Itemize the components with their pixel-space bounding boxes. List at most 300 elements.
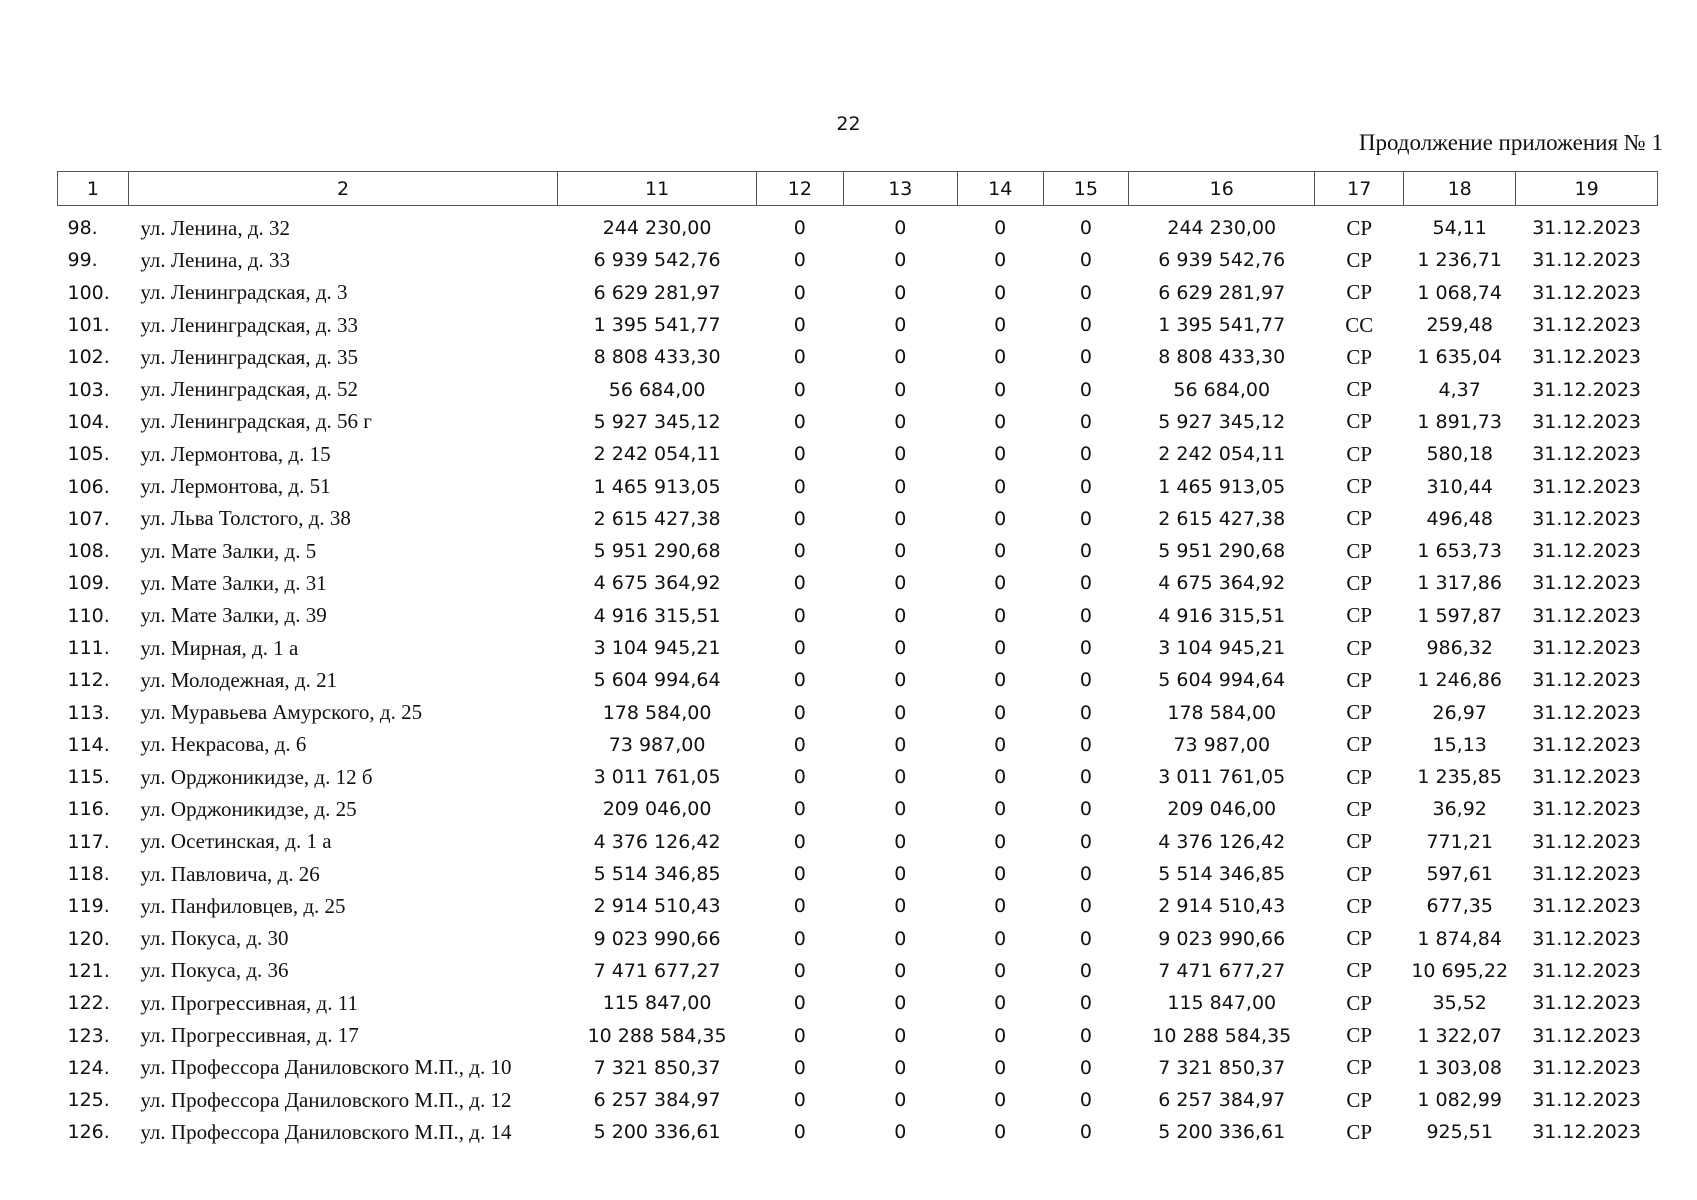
col-15-cell: 0: [1079, 314, 1092, 337]
col-13-cell: 0: [894, 701, 907, 724]
amount-16-cell: 56 684,00: [1173, 378, 1271, 401]
row-number-cell: 98.: [67, 217, 98, 240]
col-15-cell: 0: [1079, 830, 1092, 853]
col-12-cell: 0: [793, 1056, 806, 1079]
col-13-cell: 0: [894, 540, 907, 563]
amount-16-cell: 3 011 761,05: [1158, 766, 1286, 789]
address-cell: ул. Профессора Даниловского М.П., д. 14: [140, 1119, 512, 1144]
value-18-cell: 597,61: [1426, 863, 1493, 886]
address-cell: ул. Мате Залки, д. 5: [140, 538, 317, 563]
date-cell: 31.12.2023: [1532, 863, 1642, 886]
col-12-cell: 0: [793, 959, 806, 982]
date-cell: 31.12.2023: [1532, 507, 1642, 530]
col-15-cell: 0: [1079, 604, 1092, 627]
row-number-cell: 112.: [67, 669, 110, 692]
amount-16-cell: 73 987,00: [1173, 733, 1271, 756]
col-15-cell: 0: [1079, 475, 1092, 498]
row-number-cell: 99.: [67, 249, 98, 272]
col-13-cell: 0: [894, 637, 907, 659]
address-cell: ул. Прогрессивная, д. 17: [140, 1023, 359, 1048]
col-13-cell: 0: [894, 895, 907, 918]
address-cell: ул. Покуса, д. 36: [140, 958, 289, 983]
value-18-cell: 35,52: [1432, 992, 1487, 1015]
col-14-cell: 0: [994, 378, 1007, 401]
col-13-cell: 0: [894, 281, 907, 304]
table-row: [58, 309, 1658, 341]
column-header-12: 12: [756, 172, 843, 206]
amount-11-cell: 3 104 945,21: [593, 637, 721, 659]
amount-11-cell: 10 288 584,35: [587, 1024, 727, 1047]
address-cell: ул. Павловича, д. 26: [140, 861, 320, 886]
row-number-cell: 118.: [67, 863, 110, 886]
table-row: [58, 567, 1658, 599]
date-cell: 31.12.2023: [1532, 249, 1642, 272]
amount-16-cell: 3 104 945,21: [1158, 637, 1286, 659]
address-cell: ул. Ленина, д. 33: [140, 247, 291, 272]
row-number-cell: 120.: [67, 927, 110, 950]
col-13-cell: 0: [894, 572, 907, 595]
col-15-cell: 0: [1079, 927, 1092, 950]
table-row: [58, 1052, 1658, 1084]
value-18-cell: 10 695,22: [1411, 959, 1509, 982]
date-cell: 31.12.2023: [1532, 927, 1642, 950]
type-code-cell: СР: [1346, 215, 1373, 240]
col-13-cell: 0: [894, 1056, 907, 1079]
amount-11-cell: 6 939 542,76: [593, 249, 721, 272]
table-row: [58, 890, 1658, 922]
date-cell: 31.12.2023: [1532, 830, 1642, 853]
col-15-cell: 0: [1079, 1089, 1092, 1112]
row-number-cell: 124.: [67, 1056, 110, 1079]
row-number-cell: 110.: [67, 604, 110, 627]
col-13-cell: 0: [894, 863, 907, 886]
col-14-cell: 0: [994, 346, 1007, 369]
date-cell: 31.12.2023: [1532, 540, 1642, 563]
col-15-cell: 0: [1079, 1056, 1092, 1079]
table-row: [58, 438, 1658, 470]
value-18-cell: 1 635,04: [1417, 346, 1502, 369]
col-15-cell: 0: [1079, 669, 1092, 692]
type-code-cell: СР: [1346, 506, 1373, 531]
col-12-cell: 0: [793, 733, 806, 756]
table-row: [58, 826, 1658, 858]
amount-16-cell: 5 604 994,64: [1158, 669, 1286, 692]
amount-11-cell: 4 376 126,42: [593, 830, 721, 853]
amount-11-cell: 73 987,00: [608, 733, 706, 756]
amount-16-cell: 4 675 364,92: [1158, 572, 1286, 595]
type-code-cell: СР: [1346, 474, 1373, 499]
amount-16-cell: 2 615 427,38: [1158, 507, 1286, 530]
table-row: [58, 858, 1658, 890]
amount-16-cell: 1 465 913,05: [1158, 475, 1286, 498]
address-cell: ул. Мирная, д. 1 а: [140, 635, 299, 660]
col-13-cell: 0: [894, 378, 907, 401]
value-18-cell: 1 068,74: [1417, 281, 1502, 304]
address-cell: ул. Ленинградская, д. 33: [140, 312, 359, 337]
col-14-cell: 0: [994, 507, 1007, 530]
col-14-cell: 0: [994, 1024, 1007, 1047]
date-cell: 31.12.2023: [1532, 1121, 1642, 1144]
address-cell: ул. Ленинградская, д. 3: [140, 280, 348, 305]
amount-16-cell: 209 046,00: [1167, 798, 1277, 821]
col-15-cell: 0: [1079, 1024, 1092, 1047]
date-cell: 31.12.2023: [1532, 378, 1642, 401]
date-cell: 31.12.2023: [1532, 669, 1642, 692]
col-13-cell: 0: [894, 1089, 907, 1112]
type-code-cell: СР: [1346, 280, 1373, 305]
date-cell: 31.12.2023: [1532, 410, 1642, 433]
col-15-cell: 0: [1079, 281, 1092, 304]
table-row: [58, 244, 1658, 276]
table-row: [58, 923, 1658, 955]
amount-11-cell: 6 257 384,97: [593, 1089, 721, 1112]
col-13-cell: 0: [894, 798, 907, 821]
amount-16-cell: 7 471 677,27: [1158, 959, 1286, 982]
column-header-14: 14: [957, 172, 1043, 206]
table-row: [58, 406, 1658, 438]
row-number-cell: 106.: [67, 475, 110, 498]
col-14-cell: 0: [994, 895, 1007, 918]
amount-11-cell: 5 951 290,68: [593, 540, 721, 563]
value-18-cell: 36,92: [1432, 798, 1487, 821]
col-13-cell: 0: [894, 217, 907, 240]
value-18-cell: 771,21: [1426, 830, 1493, 853]
col-12-cell: 0: [793, 992, 806, 1015]
col-13-cell: 0: [894, 507, 907, 530]
table-body: [58, 206, 1658, 1149]
table-row: [58, 664, 1658, 696]
col-14-cell: 0: [994, 1056, 1007, 1079]
type-code-cell: СР: [1346, 603, 1373, 628]
amount-16-cell: 4 376 126,42: [1158, 830, 1286, 853]
amount-16-cell: 244 230,00: [1167, 217, 1277, 240]
col-12-cell: 0: [793, 443, 806, 466]
type-code-cell: СР: [1346, 247, 1373, 272]
row-number-cell: 122.: [67, 992, 110, 1015]
col-14-cell: 0: [994, 281, 1007, 304]
address-cell: ул. Ленинградская, д. 35: [140, 344, 359, 369]
header-row: [58, 172, 1658, 206]
amount-16-cell: 9 023 990,66: [1158, 927, 1286, 950]
col-13-cell: 0: [894, 249, 907, 272]
amount-11-cell: 1 395 541,77: [593, 314, 721, 337]
date-cell: 31.12.2023: [1532, 992, 1642, 1015]
col-14-cell: 0: [994, 572, 1007, 595]
amount-11-cell: 2 242 054,11: [593, 443, 721, 466]
row-number-cell: 114.: [67, 733, 110, 756]
amount-11-cell: 4 675 364,92: [593, 572, 721, 595]
table-row: [58, 1084, 1658, 1116]
type-code-cell: СР: [1346, 732, 1373, 757]
col-12-cell: 0: [793, 637, 806, 659]
column-header-15: 15: [1043, 172, 1129, 206]
type-code-cell: СР: [1346, 538, 1373, 563]
col-13-cell: 0: [894, 959, 907, 982]
col-14-cell: 0: [994, 733, 1007, 756]
value-18-cell: 310,44: [1426, 475, 1493, 498]
row-number-cell: 101.: [67, 314, 110, 337]
column-header-1: 1: [58, 172, 129, 206]
col-14-cell: 0: [994, 217, 1007, 240]
type-code-cell: СР: [1346, 409, 1373, 434]
value-18-cell: 26,97: [1432, 701, 1487, 724]
col-13-cell: 0: [894, 410, 907, 433]
col-12-cell: 0: [793, 927, 806, 950]
col-15-cell: 0: [1079, 410, 1092, 433]
date-cell: 31.12.2023: [1532, 895, 1642, 918]
col-12-cell: 0: [793, 798, 806, 821]
address-cell: ул. Ленина, д. 32: [140, 215, 291, 240]
table-row: [58, 1019, 1658, 1051]
date-cell: 31.12.2023: [1532, 1056, 1642, 1079]
table-row: [58, 470, 1658, 502]
address-cell: ул. Панфиловцев, д. 25: [140, 893, 346, 918]
table-row: [58, 600, 1658, 632]
value-18-cell: 496,48: [1426, 507, 1493, 530]
column-header-19: 19: [1516, 172, 1658, 206]
col-14-cell: 0: [994, 249, 1007, 272]
address-cell: ул. Лермонтова, д. 51: [140, 474, 331, 499]
amount-11-cell: 2 615 427,38: [593, 507, 721, 530]
col-15-cell: 0: [1079, 249, 1092, 272]
col-15-cell: 0: [1079, 378, 1092, 401]
amount-16-cell: 8 808 433,30: [1158, 346, 1286, 369]
col-12-cell: 0: [793, 895, 806, 918]
col-15-cell: 0: [1079, 540, 1092, 563]
type-code-cell: СР: [1346, 764, 1373, 789]
date-cell: 31.12.2023: [1532, 637, 1642, 659]
type-code-cell: СР: [1346, 570, 1373, 595]
amount-16-cell: 5 927 345,12: [1158, 410, 1286, 433]
type-code-cell: СР: [1346, 926, 1373, 951]
amount-11-cell: 4 916 315,51: [593, 604, 721, 627]
col-14-cell: 0: [994, 830, 1007, 853]
type-code-cell: СР: [1346, 700, 1373, 725]
type-code-cell: СР: [1346, 667, 1373, 692]
amount-11-cell: 244 230,00: [602, 217, 712, 240]
page-number: 22: [836, 113, 861, 135]
col-12-cell: 0: [793, 378, 806, 401]
value-18-cell: 1 303,08: [1417, 1056, 1502, 1079]
data-table: [57, 171, 1658, 1149]
row-number-cell: 109.: [67, 572, 110, 595]
type-code-cell: СР: [1346, 377, 1373, 402]
type-code-cell: СР: [1346, 990, 1373, 1015]
col-15-cell: 0: [1079, 766, 1092, 789]
amount-11-cell: 7 321 850,37: [593, 1056, 721, 1079]
col-13-cell: 0: [894, 604, 907, 627]
col-14-cell: 0: [994, 314, 1007, 337]
address-cell: ул. Молодежная, д. 21: [140, 667, 338, 692]
table-row: [58, 987, 1658, 1019]
row-number-cell: 108.: [67, 540, 110, 563]
col-12-cell: 0: [793, 314, 806, 337]
col-12-cell: 0: [793, 217, 806, 240]
col-12-cell: 0: [793, 1121, 806, 1144]
date-cell: 31.12.2023: [1532, 346, 1642, 369]
col-13-cell: 0: [894, 346, 907, 369]
column-header-17: 17: [1315, 172, 1404, 206]
col-15-cell: 0: [1079, 733, 1092, 756]
date-cell: 31.12.2023: [1532, 1024, 1642, 1047]
date-cell: 31.12.2023: [1532, 959, 1642, 982]
amount-11-cell: 1 465 913,05: [593, 475, 721, 498]
value-18-cell: 1 874,84: [1417, 927, 1502, 950]
amount-16-cell: 1 395 541,77: [1158, 314, 1286, 337]
amount-16-cell: 5 951 290,68: [1158, 540, 1286, 563]
col-13-cell: 0: [894, 830, 907, 853]
col-12-cell: 0: [793, 1024, 806, 1047]
value-18-cell: 1 235,85: [1417, 766, 1502, 789]
col-14-cell: 0: [994, 669, 1007, 692]
amount-11-cell: 5 604 994,64: [593, 669, 721, 692]
value-18-cell: 1 653,73: [1417, 540, 1502, 563]
address-cell: ул. Лермонтова, д. 15: [140, 441, 331, 466]
address-cell: ул. Некрасова, д. 6: [140, 732, 307, 757]
date-cell: 31.12.2023: [1532, 572, 1642, 595]
col-12-cell: 0: [793, 863, 806, 886]
col-15-cell: 0: [1079, 701, 1092, 724]
address-cell: ул. Ленинградская, д. 52: [140, 377, 359, 402]
row-number-cell: 115.: [67, 766, 110, 789]
amount-16-cell: 2 914 510,43: [1158, 895, 1286, 918]
date-cell: 31.12.2023: [1532, 475, 1642, 498]
row-number-cell: 100.: [67, 281, 110, 304]
table-row: [58, 206, 1658, 245]
amount-11-cell: 5 514 346,85: [593, 863, 721, 886]
row-number-cell: 121.: [67, 959, 110, 982]
col-14-cell: 0: [994, 927, 1007, 950]
col-12-cell: 0: [793, 572, 806, 595]
address-cell: ул. Прогрессивная, д. 11: [140, 990, 358, 1015]
row-number-cell: 116.: [67, 798, 110, 821]
address-cell: ул. Орджоникидзе, д. 25: [140, 796, 357, 821]
col-14-cell: 0: [994, 798, 1007, 821]
column-header-2: 2: [128, 172, 557, 206]
col-13-cell: 0: [894, 443, 907, 466]
type-code-cell: СР: [1346, 861, 1373, 886]
address-cell: ул. Мате Залки, д. 39: [140, 603, 327, 628]
table-row: [58, 341, 1658, 373]
address-cell: ул. Ленинградская, д. 56 г: [140, 409, 372, 434]
col-14-cell: 0: [994, 1089, 1007, 1112]
type-code-cell: СР: [1346, 635, 1373, 660]
row-number-cell: 104.: [67, 410, 110, 433]
value-18-cell: 986,32: [1426, 637, 1493, 659]
col-14-cell: 0: [994, 701, 1007, 724]
date-cell: 31.12.2023: [1532, 1089, 1642, 1112]
address-cell: ул. Осетинская, д. 1 а: [140, 829, 332, 854]
col-13-cell: 0: [894, 733, 907, 756]
table-row: [58, 955, 1658, 987]
col-15-cell: 0: [1079, 443, 1092, 466]
amount-16-cell: 4 916 315,51: [1158, 604, 1286, 627]
col-13-cell: 0: [894, 766, 907, 789]
table-row: [58, 696, 1658, 728]
col-15-cell: 0: [1079, 572, 1092, 595]
amount-16-cell: 6 257 384,97: [1158, 1089, 1286, 1112]
address-cell: ул. Льва Толстого, д. 38: [140, 506, 351, 531]
row-number-cell: 119.: [67, 895, 110, 918]
value-18-cell: 677,35: [1426, 895, 1493, 918]
date-cell: 31.12.2023: [1532, 314, 1642, 337]
col-13-cell: 0: [894, 992, 907, 1015]
col-12-cell: 0: [793, 701, 806, 724]
col-14-cell: 0: [994, 637, 1007, 659]
amount-16-cell: 178 584,00: [1167, 701, 1277, 724]
col-14-cell: 0: [994, 766, 1007, 789]
type-code-cell: СР: [1346, 344, 1373, 369]
col-15-cell: 0: [1079, 507, 1092, 530]
value-18-cell: 1 317,86: [1417, 572, 1502, 595]
table-row: [58, 535, 1658, 567]
col-12-cell: 0: [793, 249, 806, 272]
col-15-cell: 0: [1079, 992, 1092, 1015]
date-cell: 31.12.2023: [1532, 701, 1642, 724]
row-number-cell: 102.: [67, 346, 110, 369]
column-header-11: 11: [558, 172, 757, 206]
type-code-cell: СР: [1346, 893, 1373, 918]
value-18-cell: 1 597,87: [1417, 604, 1502, 627]
col-14-cell: 0: [994, 992, 1007, 1015]
date-cell: 31.12.2023: [1532, 733, 1642, 756]
amount-16-cell: 2 242 054,11: [1158, 443, 1286, 466]
amount-11-cell: 178 584,00: [602, 701, 712, 724]
value-18-cell: 925,51: [1426, 1121, 1493, 1144]
table-row: [58, 632, 1658, 664]
amount-11-cell: 115 847,00: [602, 992, 712, 1015]
column-header-13: 13: [843, 172, 957, 206]
col-14-cell: 0: [994, 410, 1007, 433]
col-12-cell: 0: [793, 766, 806, 789]
col-14-cell: 0: [994, 540, 1007, 563]
type-code-cell: СР: [1346, 1055, 1373, 1080]
date-cell: 31.12.2023: [1532, 217, 1642, 240]
address-cell: ул. Профессора Даниловского М.П., д. 12: [140, 1087, 512, 1112]
col-15-cell: 0: [1079, 959, 1092, 982]
col-15-cell: 0: [1079, 863, 1092, 886]
amount-11-cell: 56 684,00: [608, 378, 706, 401]
date-cell: 31.12.2023: [1532, 798, 1642, 821]
col-13-cell: 0: [894, 927, 907, 950]
value-18-cell: 1 246,86: [1417, 669, 1502, 692]
type-code-cell: СР: [1346, 441, 1373, 466]
continuation-note: Продолжение приложения № 1: [1358, 130, 1663, 155]
row-number-cell: 126.: [67, 1121, 110, 1144]
amount-11-cell: 3 011 761,05: [593, 766, 721, 789]
value-18-cell: 1 322,07: [1417, 1024, 1502, 1047]
col-14-cell: 0: [994, 604, 1007, 627]
table-row: [58, 793, 1658, 825]
table-row: [58, 761, 1658, 793]
value-18-cell: 1 082,99: [1417, 1089, 1502, 1112]
row-number-cell: 105.: [67, 443, 110, 466]
col-14-cell: 0: [994, 959, 1007, 982]
col-12-cell: 0: [793, 830, 806, 853]
address-cell: ул. Покуса, д. 30: [140, 926, 289, 951]
col-12-cell: 0: [793, 604, 806, 627]
value-18-cell: 1 891,73: [1417, 410, 1502, 433]
table-row: [58, 503, 1658, 535]
type-code-cell: СР: [1346, 1087, 1373, 1112]
col-15-cell: 0: [1079, 895, 1092, 918]
col-12-cell: 0: [793, 346, 806, 369]
value-18-cell: 259,48: [1426, 314, 1493, 337]
value-18-cell: 4,37: [1438, 378, 1481, 401]
amount-16-cell: 6 939 542,76: [1158, 249, 1286, 272]
col-13-cell: 0: [894, 669, 907, 692]
type-code-cell: СР: [1346, 958, 1373, 983]
